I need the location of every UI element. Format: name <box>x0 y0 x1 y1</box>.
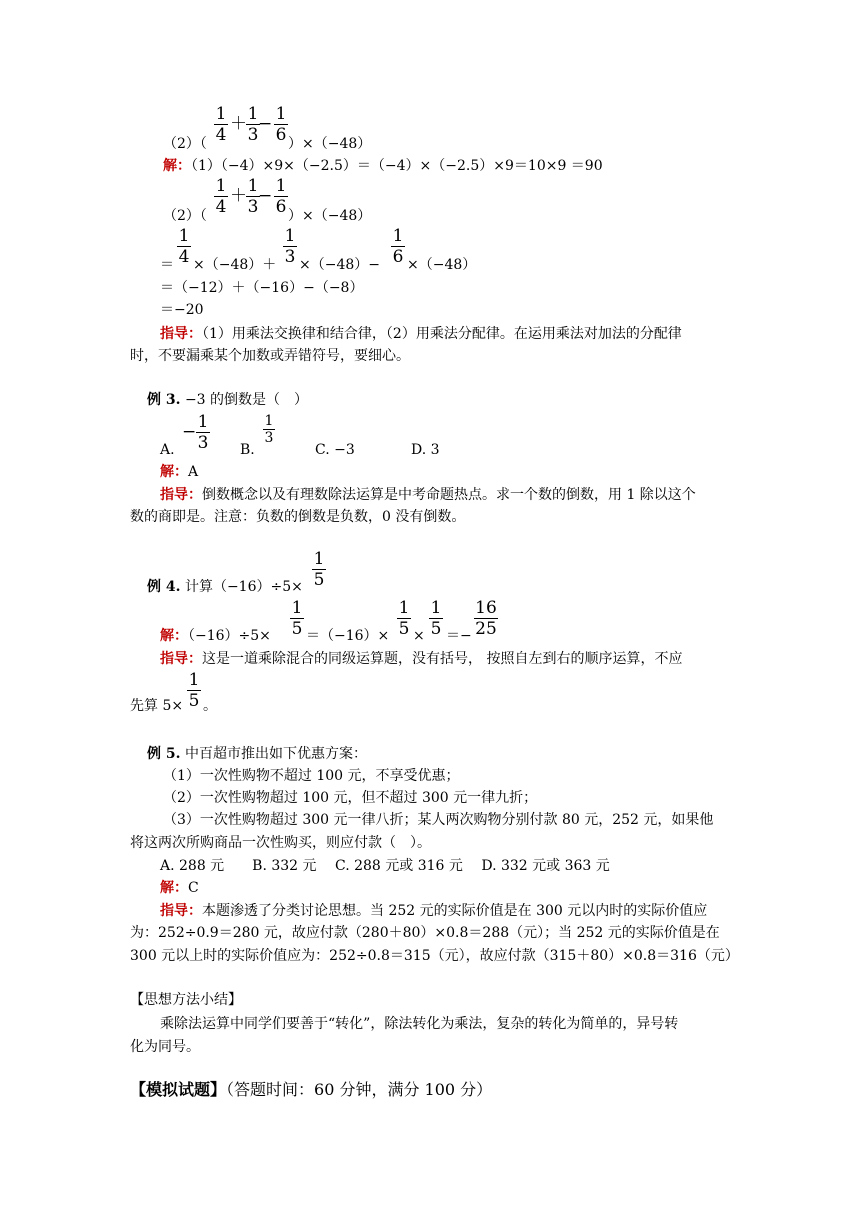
equation-line: ＝−20 <box>160 302 204 318</box>
fraction-1-4: $\frac{1}{4}$ <box>215 176 227 217</box>
fraction-1-3: $\frac{1}{3}$ <box>197 412 209 453</box>
fraction-1-3: $\frac{1}{3}$ <box>284 226 296 267</box>
fraction-1-3: $\frac{1}{3}$ <box>264 413 274 446</box>
minus-sign: − <box>182 422 197 442</box>
ex3-guide-line2: 数的商即是。注意：负数的倒数是负数，0 没有倒数。 <box>130 509 466 525</box>
equation-line: ×（−48） <box>407 257 477 273</box>
ex2-guide-line2: 时，不要漏乘某个加数或弄错符号，要细心。 <box>130 348 410 364</box>
fraction-1-6: $\frac{1}{6}$ <box>275 176 287 217</box>
mock-note: （答题时间：60 分钟，满分 100 分） <box>226 1080 493 1099</box>
guide-label: 指导： <box>160 903 202 919</box>
ex5-item-1: （1）一次性购物不超过 100 元，不享受优惠； <box>163 768 460 784</box>
fraction-1-4: $\frac{1}{4}$ <box>215 104 227 145</box>
example-label: 例 4. <box>147 579 181 595</box>
option-a: A. <box>160 442 175 458</box>
equation-line: ×（−48）− <box>299 257 381 273</box>
ex2-part2-prompt-pre: （2）（ <box>163 136 207 152</box>
ex5-item-3: （3）一次性购物超过 300 元一律八折；某人两次购物分别付款 80 元，252 元，如果他 <box>163 812 714 828</box>
ex2-part2-solution-pre: （2）（ <box>163 208 207 224</box>
ex5-item-2: （2）一次性购物超过 100 元，但不超过 300 元一律九折； <box>163 790 538 806</box>
ex5-intro: 例 5. 中百超市推出如下优惠方案： <box>147 746 367 762</box>
guide-label: 指导： <box>160 651 202 667</box>
fraction-1-3: $\frac{1}{3}$ <box>247 176 259 217</box>
fraction-1-5: $\frac{1}{5}$ <box>313 549 325 590</box>
fraction-1-6: $\frac{1}{6}$ <box>275 104 287 145</box>
solution-label: 解： <box>160 628 188 644</box>
ex4-guide-line2-end: 。 <box>203 698 217 714</box>
minus-sign: − <box>258 114 273 134</box>
minus-sign: − <box>258 186 273 206</box>
option-b: B. <box>240 442 255 458</box>
equation-line: × <box>413 628 425 644</box>
option-d: D. 3 <box>411 442 440 458</box>
ex5-guide-line2: 为：252÷0.9＝280 元，故应付款（280＋80）×0.8＝288（元）；当 252 元的实际价值是在 <box>130 925 720 941</box>
ex3-question: 例 3. −3 的倒数是（ ） <box>147 392 309 408</box>
guide-label: 指导： <box>160 487 202 503</box>
mock-heading-line <box>130 1080 492 1100</box>
fraction-1-5: $\frac{1}{5}$ <box>398 598 410 639</box>
plus-sign: ＋ <box>230 186 247 206</box>
ex3-solution: 解：A <box>160 464 199 480</box>
equation-line: ×（−48）＋ <box>193 257 277 273</box>
ex2-guide-line1: 指导：（1）用乘法交换律和结合律，（2）用乘法分配律。在运用乘法对加法的分配律 <box>160 326 682 342</box>
ex5-item-3-cont: 将这两次所购商品一次性购买，则应付款（ ）。 <box>130 835 431 851</box>
ex5-guide-line1: 指导：本题渗透了分类讨论思想。当 252 元的实际价值是在 300 元以内时的实际价值应 <box>160 903 708 919</box>
solution-label: 解： <box>160 464 188 480</box>
solution-label: 解： <box>160 880 188 896</box>
ex3-guide-line1: 指导：倒数概念以及有理数除法运算是中考命题热点。求一个数的倒数，用 1 除以这个 <box>160 487 696 503</box>
example-label: 例 5. <box>147 746 181 762</box>
plus-sign: ＋ <box>230 114 247 134</box>
equation-line: ＝（−16）× <box>306 628 390 644</box>
fraction-1-5: $\frac{1}{5}$ <box>188 670 200 711</box>
fraction-1-6: $\frac{1}{6}$ <box>392 226 404 267</box>
guide-label: 指导： <box>160 326 202 342</box>
ex2-solution-line1: 解：（1）（−4）×9×（−2.5）＝（−4）×（−2.5）×9＝10×9 ＝90 <box>163 158 603 174</box>
fraction-1-3: $\frac{1}{3}$ <box>247 104 259 145</box>
option-c: C. −3 <box>315 442 355 458</box>
ex5-solution: 解：C <box>160 880 199 896</box>
ex4-guide-line1: 指导：这是一道乘除混合的同级运算题，没有括号， 按照自左到右的顺序运算，不应 <box>160 651 683 667</box>
equation-line: ＝（−12）＋（−16）−（−8） <box>160 280 364 296</box>
ex2-part2-solution-post: ）×（−48） <box>288 208 372 224</box>
fraction-16-25: $\frac{16}{25}$ <box>475 598 497 639</box>
ex4-solution: 解：（−16）÷5× <box>160 628 271 644</box>
solution-label: 解： <box>163 158 191 174</box>
ex5-options: A. 288 元 B. 332 元 C. 288 元或 316 元 D. 332 元或 363 元 <box>160 858 610 874</box>
example-label: 例 3. <box>147 392 181 408</box>
ex4-question: 例 4. 计算（−16）÷5× <box>147 579 303 595</box>
equation-line: ＝ <box>160 257 174 273</box>
ex5-guide-line3: 300 元以上时的实际价值应为：252÷0.8＝315（元），故应付款（315＋80）×0.8＝316（元） <box>130 948 739 964</box>
ex2-part2-prompt-post: ）×（−48） <box>288 136 372 152</box>
fraction-1-5: $\frac{1}{5}$ <box>291 598 303 639</box>
equation-line: ＝− <box>446 628 472 644</box>
fraction-1-4: $\frac{1}{4}$ <box>178 226 190 267</box>
ex4-guide-line2: 先算 5× <box>130 698 184 714</box>
summary-heading: 【思想方法小结】 <box>130 992 242 1008</box>
summary-text-line2: 化为同号。 <box>130 1039 200 1055</box>
fraction-1-5: $\frac{1}{5}$ <box>430 598 442 639</box>
summary-text-line1: 乘除法运算中同学们要善于“转化”，除法转化为乘法，复杂的转化为简单的，异号转 <box>160 1016 679 1032</box>
mock-heading: 【模拟试题】 <box>130 1080 227 1099</box>
